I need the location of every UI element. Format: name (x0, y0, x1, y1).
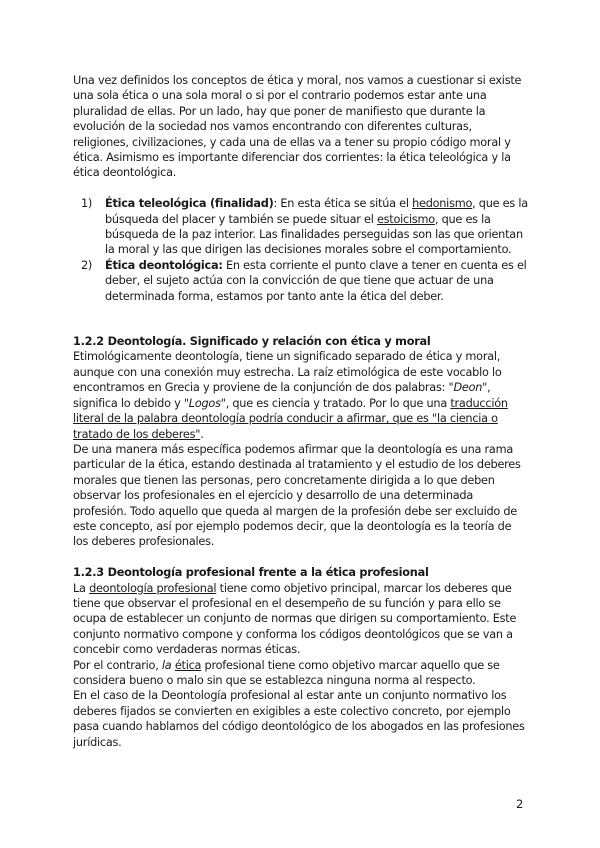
text-run: Etimológicamente deontología, tiene un significado separado de ética y moral, aunque con una conexión muy estrecha. La raíz etimológica de este vocablo lo encontramos en Grecia y proviene de la conjunción de dos palabras: (73, 350, 502, 395)
ethics-list (73, 196, 529, 304)
hedonismo-link[interactable]: hedonismo (412, 197, 473, 211)
page-content (73, 73, 529, 750)
text-run: profesional tiene como objetivo marcar aquello que se considera bueno o malo sin que se establezca ninguna norma al respecto. (73, 658, 500, 687)
list-number: 1) (81, 197, 93, 211)
intro-paragraph: Una vez definidos los conceptos de ética y moral, nos vamos a cuestionar si existe una sola ética o una sola moral o si por el contrario podemos estar ante una pluralidad de ellas. Por un lado, hay que poner de manifiesto que durante la evolución de la sociedad nos vamos encontrando con diferentes culturas, religiones, civilizaciones, y cada una de ellas va a tener su propio código moral y ética. Asimismo es importante diferenciar dos corrientes: la ética teleológica y la ética deontológica. (73, 74, 522, 180)
etica-link[interactable]: ética (174, 658, 202, 672)
text-run: tiene como objetivo principal, marcar los deberes que tiene que observar el profesional en el desempeño de su función y para ello se ocupa de establecer un conjunto de normas que dirigen su comportamiento. Este conjunto normativo compone y conforma los códigos deontológicos que se van a concebir como verdaderas normas éticas. (73, 581, 517, 657)
section-paragraph: De una manera más específica podemos afirmar que la deontología es una rama particular de la ética, estando destinada al tratamiento y el estudio de los deberes morales que tienen las personas, pero concretamente dirigida a lo que deben observar los profesionales en el ejercicio y desarrollo de una determinada profesión. Todo aquello que queda al margen de la profesión debe ser excluido de este concepto, así por ejemplo podemos decir, que la deontología es la teoría de los deberes profesionales. (73, 442, 521, 549)
list-text: En esta corriente el punto clave a tener en cuenta es el deber, el sujeto actúa con la convicción de que tiene que actuar de una determinada forma, estamos por tanto ante la ética del deber. (105, 258, 527, 303)
text-run: La (73, 581, 90, 595)
estoicismo-link[interactable]: estoicismo (376, 212, 435, 226)
section-paragraph (73, 658, 529, 689)
list-term: Ética teleológica (finalidad) (105, 197, 274, 211)
section-heading: 1.2.2 Deontología. Significado y relación con ética y moral (73, 335, 431, 349)
italic-term: "Logos" (183, 396, 226, 410)
italic-term: "Deon" (448, 381, 488, 395)
text-run: , significa lo debido y (73, 381, 491, 410)
list-text: , que es la búsqueda de la paz interior. Las finalidades perseguidas son las que orientan la moral y las que dirigen las decisiones morales sobre el comportamiento. (105, 212, 523, 257)
list-item (81, 258, 529, 304)
list-number: 2) (81, 258, 93, 272)
page-number: 2 (516, 797, 524, 811)
text-run: Por el contrario, (73, 658, 162, 672)
section-paragraph (73, 581, 529, 658)
list-term: Ética deontológica: (105, 258, 223, 272)
spacer (73, 304, 529, 334)
spacer (73, 550, 529, 565)
italic-term: la (161, 658, 172, 672)
list-item (81, 196, 529, 258)
section-paragraph (73, 349, 529, 441)
list-text: En esta ética se sitúa el (277, 197, 413, 211)
list-text: : (273, 197, 278, 211)
spacer (73, 181, 529, 196)
list-text: , que es la búsqueda del placer y también se puede situar el (105, 197, 528, 226)
text-run: . (200, 427, 204, 441)
section-paragraph: En el caso de la Deontología profesional al estar ante un conjunto normativo los deberes fijados se convierten en exigibles a este colectivo concreto, por ejemplo pasa cuando hablamos del código deontológico de los abogados en las profesiones jurídicas. (73, 689, 525, 749)
deontologia-profesional-link[interactable]: deontología profesional (89, 581, 217, 595)
section-heading: 1.2.3 Deontología profesional frente a la ética profesional (73, 566, 429, 580)
text-run: , que es ciencia y tratado. Por lo que una (225, 396, 451, 410)
underlined-definition: traducción literal de la palabra deontología podría conducir a afirmar, que es "la ciencia o tratado de los deberes" (73, 396, 508, 441)
